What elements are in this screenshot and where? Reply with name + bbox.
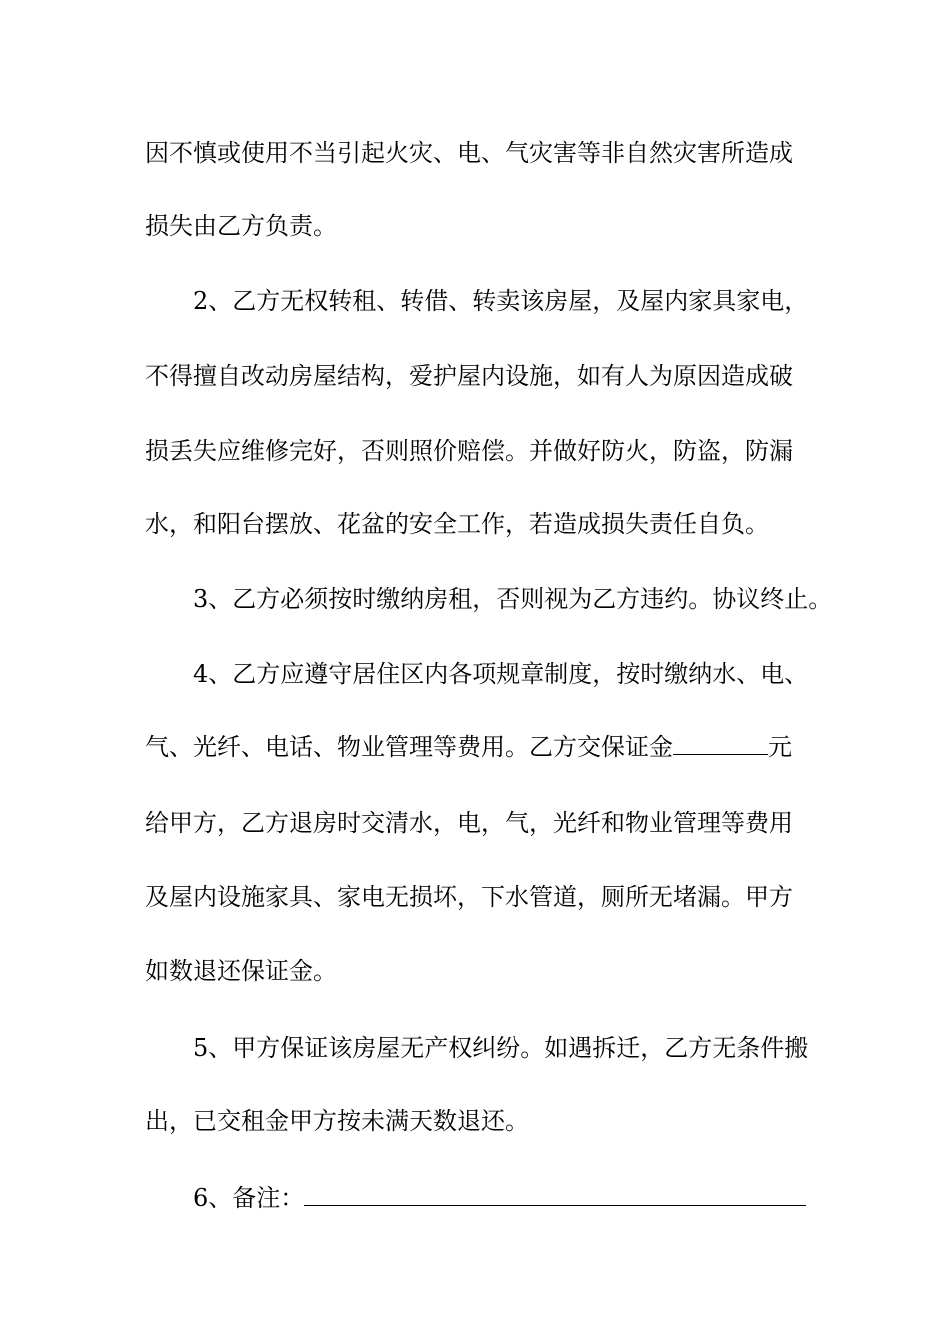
text-line: 出，已交租金甲方按未满天数退还。 — [145, 1107, 529, 1135]
text-line: 给甲方，乙方退房时交清水，电，气，光纤和物业管理等费用 — [145, 809, 793, 837]
text-line: 不得擅自改动房屋结构，爱护屋内设施，如有人为原因造成破 — [145, 362, 793, 390]
clause-4-line: 4、乙方应遵守居住区内各项规章制度，按时缴纳水、电、 — [193, 660, 809, 688]
clause-2-line: 2、乙方无权转租、转借、转卖该房屋，及屋内家具家电， — [193, 287, 809, 315]
deposit-unit: 元 — [768, 733, 792, 761]
text-line: 损失由乙方负责。 — [145, 212, 337, 240]
deposit-text: 气、光纤、电话、物业管理等费用。乙方交保证金 — [145, 733, 673, 761]
text-line: 如数退还保证金。 — [145, 957, 337, 985]
clause-3-line: 3、乙方必须按时缴纳房租，否则视为乙方违约。协议终止。 — [193, 585, 833, 613]
text-line: 及屋内设施家具、家电无损坏，下水管道，厕所无堵漏。甲方 — [145, 883, 793, 911]
deposit-line — [145, 732, 815, 762]
clause-5-line: 5、甲方保证该房屋无产权纠纷。如遇拆迁，乙方无条件搬 — [193, 1034, 809, 1062]
remarks-label: 6、备注： — [193, 1184, 305, 1212]
remarks-line — [193, 1183, 815, 1213]
remarks-blank[interactable] — [304, 1183, 806, 1206]
deposit-amount-blank[interactable] — [673, 732, 768, 755]
text-line: 因不慎或使用不当引起火灾、电、气灾害等非自然灾害所造成 — [145, 139, 793, 167]
text-line: 水，和阳台摆放、花盆的安全工作，若造成损失责任自负。 — [145, 510, 769, 538]
text-line: 损丢失应维修完好，否则照价赔偿。并做好防火，防盗，防漏 — [145, 437, 793, 465]
